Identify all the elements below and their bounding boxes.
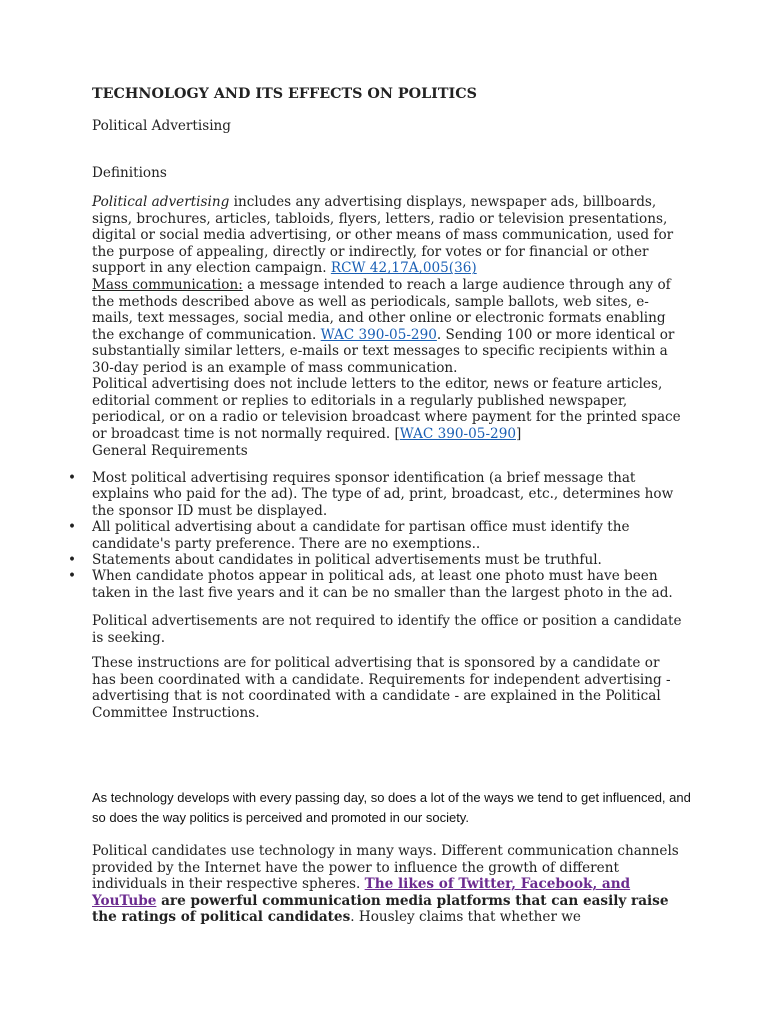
list-item-text: Statements about candidates in political advertisements must be truthful. (92, 552, 602, 569)
wac-link-1[interactable]: WAC 390-05-290 (320, 326, 437, 343)
candidates-after: . Housley claims that whether we (350, 909, 581, 926)
list-item-text: All political advertising about a candidate for partisan office must identify the candidate's party preference. There are no exemptions.. (92, 519, 630, 552)
definitions-heading: Definitions (92, 165, 167, 181)
list-item (68, 568, 692, 601)
candidates-text: Political candidates use technology in many ways. Different communication channels provided by the Internet have the power to influence the growth of different individuals in their respective spheres. (92, 843, 679, 893)
requirements-list (68, 470, 692, 601)
exclusions-after: ] (516, 425, 522, 442)
bullet-icon: • (68, 519, 77, 536)
definition-text: includes any advertising displays, newspaper ads, billboards, signs, brochures, articles, tabloids, flyers, letters, radio or television presentations, digital or social media advertising, or other means of mass communication, used for the purpose of appealing, directly or indirectly, for votes or for financial or other support in any election campaign. (92, 194, 674, 277)
paragraph-candidates (92, 843, 682, 926)
paragraph-technology: As technology develops with every passing day, so does a lot of the ways we tend to get influenced, and so does the way politics is perceived and promoted in our society. (92, 790, 691, 825)
term-political-advertising: Political advertising (92, 194, 230, 210)
bullet-icon: • (68, 552, 77, 569)
bullet-icon: • (68, 568, 77, 585)
definition-text: a message intended to reach a large audience through any of the methods described above as well as periodicals, sample ballots, web sites, e-mails, text messages, social media, and other online or electronic formats enabling the exchange of communication. (92, 277, 671, 343)
paragraph-instructions: These instructions are for political advertising that is sponsored by a candidate or has been coordinated with a candidate. Requirements for independent advertising - advertising that is not coordinated with a candidate - are explained in the Political Committee Instructions. (92, 655, 671, 721)
list-item (68, 552, 692, 569)
list-item (68, 470, 692, 519)
candidates-bold-text: are powerful communication media platforms that can easily raise the ratings of political candidates (92, 892, 669, 926)
definition-mass-communication (92, 277, 682, 377)
definition-text-after: . Sending 100 or more identical or substantially similar letters, e-mails or text messages to specific recipients within a 30-day period is an example of mass communication. (92, 326, 675, 376)
definition-political-advertising (92, 194, 682, 277)
list-item-text: When candidate photos appear in political ads, at least one photo must have been taken in the last five years and it can be no smaller than the largest photo in the ad. (92, 568, 673, 601)
section-heading-political-advertising: Political Advertising (92, 118, 232, 134)
page-title: TECHNOLOGY AND ITS EFFECTS ON POLITICS (92, 86, 477, 102)
term-mass-communication: Mass communication: (92, 277, 243, 293)
rcw-link[interactable]: RCW 42,17A,005(36) (330, 260, 477, 277)
definition-exclusions (92, 376, 682, 442)
wac-link-2[interactable]: WAC 390-05-290 (399, 425, 516, 442)
list-item-text: Most political advertising requires sponsor identification (a brief message that explains who paid for the ad). The type of ad, print, broadcast, etc., determines how the sponsor ID must be displayed. (92, 470, 674, 519)
social-media-link[interactable]: The likes of Twitter, Facebook, and YouTube (92, 876, 631, 909)
list-item (68, 519, 692, 552)
exclusions-text: Political advertising does not include letters to the editor, news or feature articles, editorial comment or replies to editorials in a regularly published newspaper, periodical, or on a radio or television broadcast where payment for the printed space or broadcast time is not normally required. [ (92, 376, 681, 442)
bullet-icon: • (68, 470, 77, 486)
general-requirements-heading: General Requirements (92, 443, 248, 459)
paragraph-office: Political advertisements are not required to identify the office or position a candidate is seeking. (92, 613, 682, 646)
